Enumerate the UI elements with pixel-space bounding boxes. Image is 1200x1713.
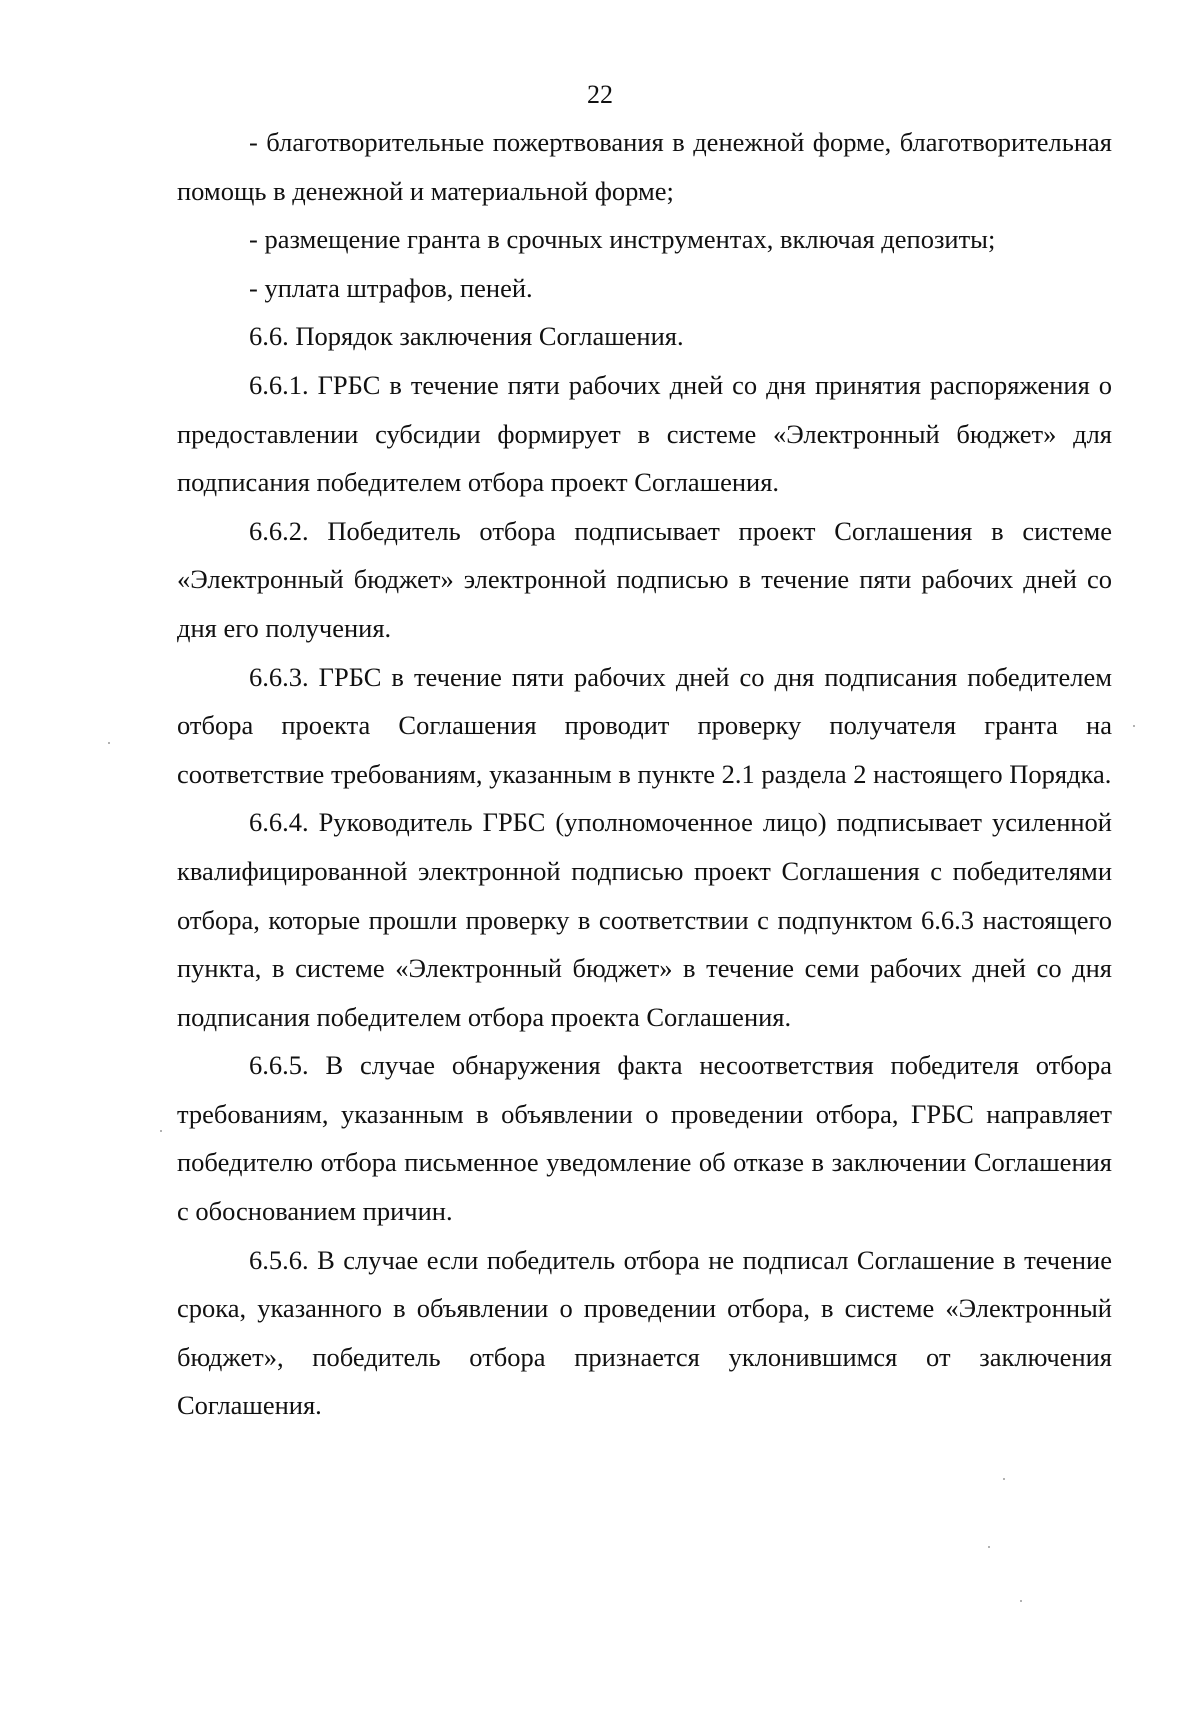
clause-6-6-2: 6.6.2. Победитель отбора подписывает проект Соглашения в системе «Электронный бюджет» электронной подписью в течение пяти рабочих дней со дня его получения. bbox=[177, 515, 1112, 643]
scan-speck bbox=[160, 1130, 162, 1132]
page-number: 22 bbox=[587, 80, 613, 109]
list-item-charity: - благотворительные пожертвования в денежной форме, благотворительная помощь в денежной и материальной форме; bbox=[177, 127, 1112, 206]
clause-6-6-5: 6.6.5. В случае обнаружения факта несоответствия победителя отбора требованиям, указанным в объявлении о проведении отбора, ГРБС направляет победителю отбора письменное уведомление об отказе в заключении Соглашения с обоснованием причин. bbox=[177, 1050, 1112, 1227]
list-item-fines: - уплата штрафов, пеней. bbox=[249, 272, 533, 303]
clause-6-5-6: 6.5.6. В случае если победитель отбора не подписал Соглашение в течение срока, указанного в объявлении о проведении отбора, в системе «Электронный бюджет», победитель отбора признается уклонившимся от заключения Соглашения. bbox=[177, 1244, 1112, 1421]
scan-speck bbox=[1133, 725, 1135, 727]
document-body bbox=[177, 118, 1112, 1430]
scan-speck bbox=[1020, 1600, 1022, 1602]
scan-speck bbox=[1003, 1478, 1005, 1480]
clause-6-6-4: 6.6.4. Руководитель ГРБС (уполномоченное лицо) подписывает усиленной квалифицированной электронной подписью проект Соглашения с победителями отбора, которые прошли проверку в соответствии с подпунктом 6.6.3 настоящего пункта, в системе «Электронный бюджет» в течение семи рабочих дней со дня подписания победителем отбора проекта Соглашения. bbox=[177, 807, 1112, 1032]
scan-speck bbox=[988, 1546, 990, 1548]
clause-6-6-1: 6.6.1. ГРБС в течение пяти рабочих дней со дня принятия распоряжения о предоставлении субсидии формирует в системе «Электронный бюджет» для подписания победителем отбора проект Соглашения. bbox=[177, 369, 1112, 498]
scan-speck bbox=[108, 742, 110, 744]
list-item-grant-placement: - размещение гранта в срочных инструментах, включая депозиты; bbox=[249, 224, 996, 255]
section-heading-6-6: 6.6. Порядок заключения Соглашения. bbox=[249, 321, 684, 352]
clause-6-6-3: 6.6.3. ГРБС в течение пяти рабочих дней со дня подписания победителем отбора проекта Соглашения проводит проверку получателя гранта на соответствие требованиям, указанным в пункте 2.1 раздела 2 настоящего Порядка. bbox=[177, 661, 1112, 789]
